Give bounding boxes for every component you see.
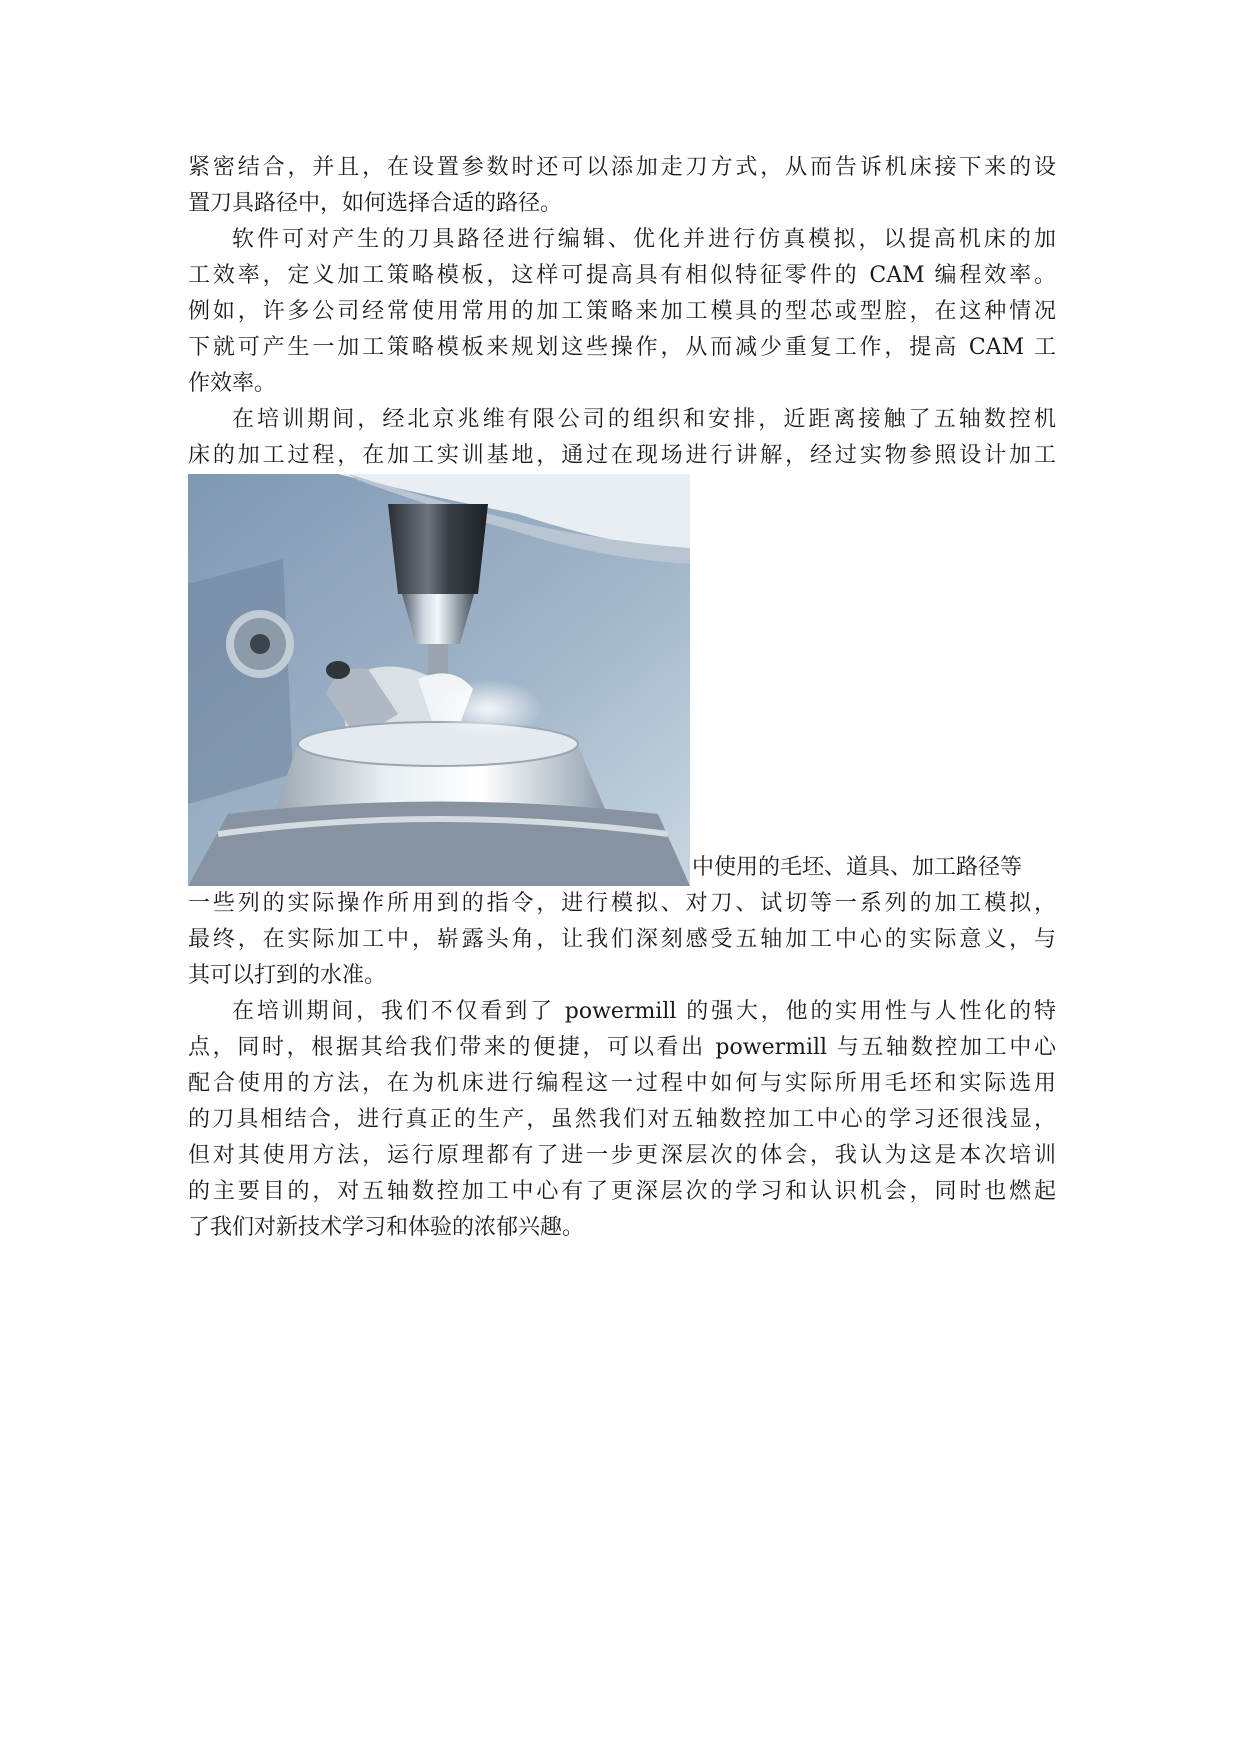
text-line: 置刀具路径中，如何选择合适的路径。 (188, 191, 563, 216)
text-line: 软件可对产生的刀具路径进行编辑、优化并进行仿真模拟，以提高机床的加 (232, 227, 1056, 252)
document-body (188, 150, 1056, 1246)
text-line: 其可以打到的水准。 (188, 963, 387, 988)
text-line: 中使用的毛坯、道具、加工路径等 (692, 855, 1023, 880)
paragraph-1 (188, 150, 1056, 222)
text-line: 的主要目的，对五轴数控加工中心有了更深层次的学习和认识机会，同时也燃起 (188, 1179, 1056, 1204)
text-line: 床的加工过程，在加工实训基地，通过在现场进行讲解，经过实物参照设计加工 (188, 443, 1056, 468)
text-line: 在培训期间，经北京兆维有限公司的组织和安排，近距离接触了五轴数控机 (232, 407, 1056, 432)
text-line: 一些列的实际操作所用到的指令，进行模拟、对刀、试切等一系列的加工模拟， (188, 891, 1056, 916)
text-line: 但对其使用方法，运行原理都有了进一步更深层次的体会，我认为这是本次培训 (188, 1143, 1056, 1168)
text-line: 的刀具相结合，进行真正的生产，虽然我们对五轴数控加工中心的学习还很浅显， (188, 1107, 1056, 1132)
text-line: 紧密结合，并且，在设置参数时还可以添加走刀方式，从而告诉机床接下来的设 (188, 155, 1056, 180)
paragraph-4 (188, 994, 1056, 1246)
text-line: 作效率。 (188, 371, 277, 396)
text-line: 配合使用的方法，在为机床进行编程这一过程中如何与实际所用毛坯和实际选用 (188, 1071, 1056, 1096)
text-line: 例如，许多公司经常使用常用的加工策略来加工模具的型芯或型腔，在这种情况 (188, 299, 1056, 324)
paragraph-3 (188, 402, 1056, 994)
paragraph-2 (188, 222, 1056, 402)
cnc-machining-photo (188, 474, 690, 886)
text-line: 最终，在实际加工中，崭露头角，让我们深刻感受五轴加工中心的实际意义，与 (188, 927, 1056, 952)
inline-image-row (188, 474, 1056, 886)
text-line: 了我们对新技术学习和体验的浓郁兴趣。 (188, 1215, 585, 1240)
text-line: 工效率，定义加工策略模板，这样可提高具有相似特征零件的 CAM 编程效率。 (188, 263, 1056, 288)
text-line: 在培训期间，我们不仅看到了 powermill 的强大，他的实用性与人性化的特 (232, 999, 1056, 1024)
text-line: 下就可产生一加工策略模板来规划这些操作，从而减少重复工作，提高 CAM 工 (188, 335, 1056, 360)
text-line: 点，同时，根据其给我们带来的便捷，可以看出 powermill 与五轴数控加工中心 (188, 1035, 1056, 1060)
